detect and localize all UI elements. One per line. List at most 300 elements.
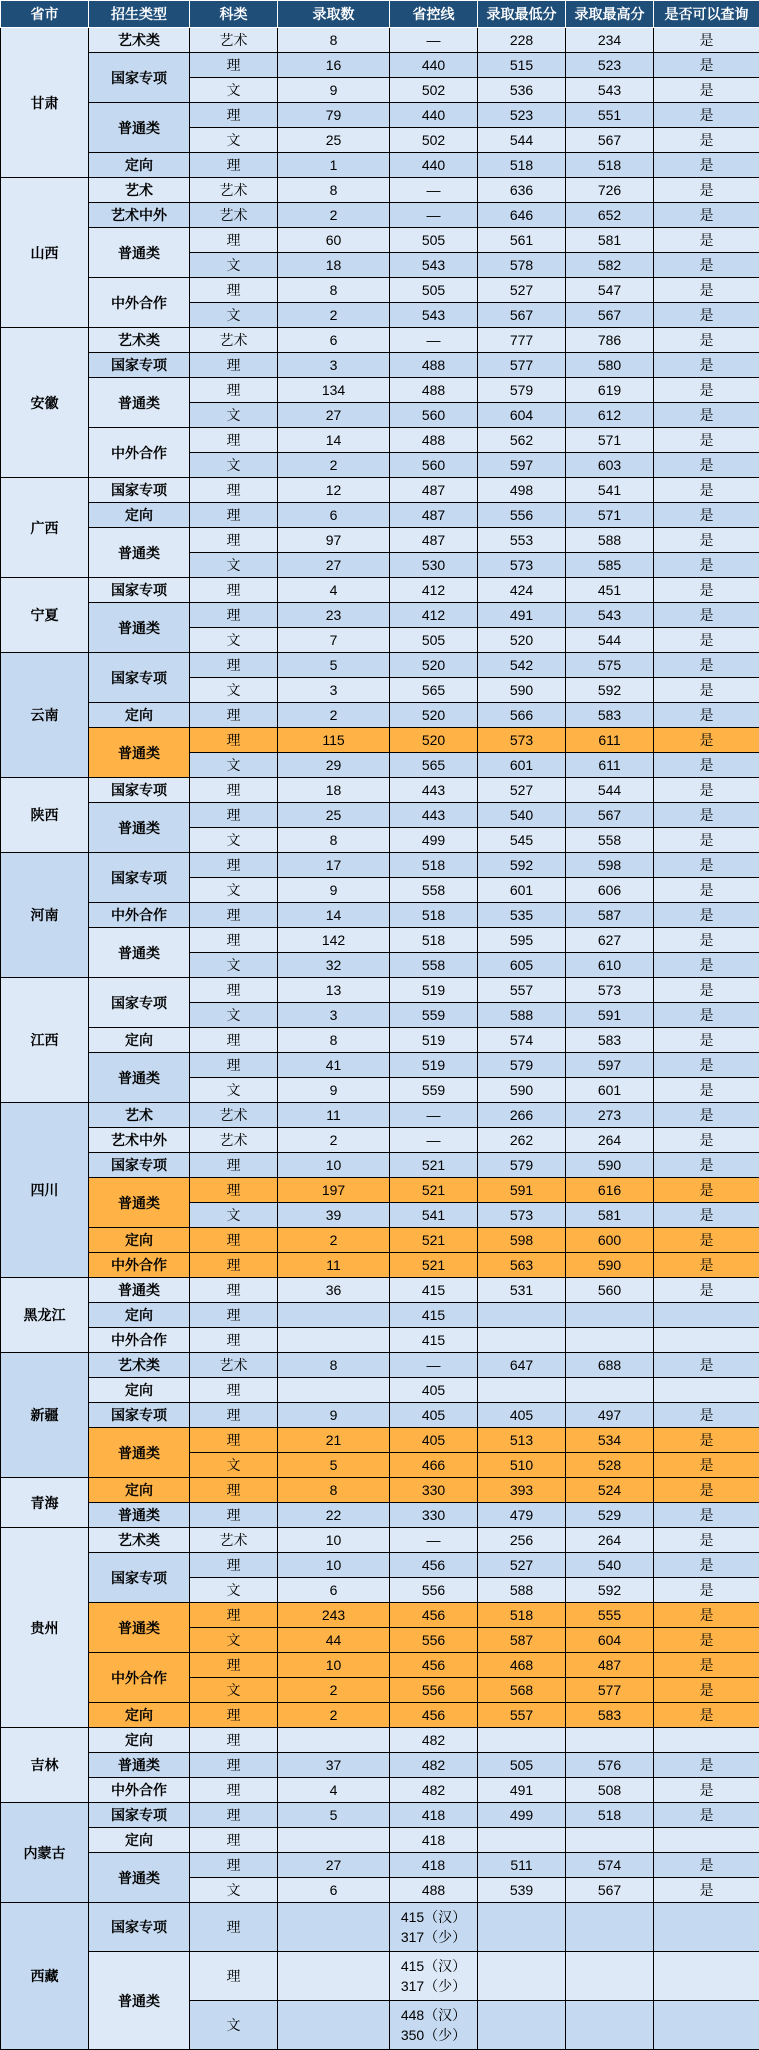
max-score-cell: 544 <box>566 778 654 803</box>
max-score-cell <box>566 1728 654 1753</box>
queryable-cell: 是 <box>654 1778 759 1803</box>
control-line-cell: 482 <box>390 1778 478 1803</box>
min-score-cell: 557 <box>478 1703 566 1728</box>
subject-cell: 理 <box>190 1603 278 1628</box>
min-score-cell: 518 <box>478 153 566 178</box>
table-row <box>1 378 759 403</box>
admission-type-cell: 国家专项 <box>89 1903 190 1952</box>
control-line-cell: 560 <box>390 403 478 428</box>
min-score-cell: 498 <box>478 478 566 503</box>
subject-cell: 文 <box>190 1628 278 1653</box>
count-cell: 1 <box>278 153 390 178</box>
max-score-cell: 551 <box>566 103 654 128</box>
count-cell: 3 <box>278 1003 390 1028</box>
min-score-cell: 563 <box>478 1253 566 1278</box>
max-score-cell: 534 <box>566 1428 654 1453</box>
queryable-cell: 是 <box>654 203 759 228</box>
admission-type-cell: 定向 <box>89 503 190 528</box>
min-score-cell: 520 <box>478 628 566 653</box>
queryable-cell: 是 <box>654 1853 759 1878</box>
table-row <box>1 803 759 828</box>
max-score-cell: 575 <box>566 653 654 678</box>
max-score-cell: 543 <box>566 78 654 103</box>
province-cell: 贵州 <box>1 1528 89 1728</box>
min-score-cell: 531 <box>478 1278 566 1303</box>
count-cell: 41 <box>278 1053 390 1078</box>
subject-cell: 理 <box>190 1728 278 1753</box>
count-cell: 2 <box>278 1678 390 1703</box>
control-line-cell: 405 <box>390 1428 478 1453</box>
max-score-cell: 487 <box>566 1653 654 1678</box>
count-cell: 5 <box>278 1803 390 1828</box>
max-score-cell <box>566 1952 654 2001</box>
table-row <box>1 1778 759 1803</box>
min-score-cell: 262 <box>478 1128 566 1153</box>
min-score-cell: 266 <box>478 1103 566 1128</box>
table-row <box>1 1028 759 1053</box>
admission-type-cell: 普通类 <box>89 1753 190 1778</box>
queryable-cell: 是 <box>654 303 759 328</box>
header-min-score: 录取最低分 <box>478 1 566 28</box>
queryable-cell: 是 <box>654 1653 759 1678</box>
count-cell <box>278 1303 390 1328</box>
admission-type-cell: 普通类 <box>89 528 190 578</box>
count-cell: 37 <box>278 1753 390 1778</box>
min-score-cell: 256 <box>478 1528 566 1553</box>
control-line-cell: 456 <box>390 1653 478 1678</box>
table-row <box>1 1353 759 1378</box>
table-row <box>1 53 759 78</box>
subject-cell: 艺术 <box>190 328 278 353</box>
table-row <box>1 1278 759 1303</box>
control-line-cell: 556 <box>390 1678 478 1703</box>
subject-cell: 理 <box>190 1178 278 1203</box>
subject-cell: 文 <box>190 753 278 778</box>
subject-cell: 文 <box>190 303 278 328</box>
queryable-cell: 是 <box>654 978 759 1003</box>
count-cell: 9 <box>278 1078 390 1103</box>
count-cell <box>278 1728 390 1753</box>
min-score-cell <box>478 1303 566 1328</box>
control-line-cell: — <box>390 178 478 203</box>
table-row <box>1 1253 759 1278</box>
subject-cell: 理 <box>190 1153 278 1178</box>
control-line-cell: 488 <box>390 353 478 378</box>
min-score-cell: 228 <box>478 28 566 53</box>
subject-cell: 理 <box>190 1803 278 1828</box>
subject-cell: 文 <box>190 628 278 653</box>
province-cell: 新疆 <box>1 1353 89 1478</box>
control-line-cell: 518 <box>390 853 478 878</box>
control-line-han: 448（汉） <box>390 2005 477 2025</box>
min-score-cell: 777 <box>478 328 566 353</box>
max-score-cell: 558 <box>566 828 654 853</box>
min-score-cell: 527 <box>478 278 566 303</box>
max-score-cell <box>566 2001 654 2050</box>
queryable-cell <box>654 1952 759 2001</box>
min-score-cell: 597 <box>478 453 566 478</box>
count-cell: 25 <box>278 803 390 828</box>
table-row <box>1 1728 759 1753</box>
table-row <box>1 228 759 253</box>
control-line-cell: 518 <box>390 903 478 928</box>
max-score-cell <box>566 1328 654 1353</box>
count-cell: 2 <box>278 703 390 728</box>
control-line-cell: 405 <box>390 1403 478 1428</box>
admission-type-cell: 普通类 <box>89 1178 190 1228</box>
control-line-cell: 456 <box>390 1703 478 1728</box>
admission-type-cell: 定向 <box>89 1303 190 1328</box>
min-score-cell <box>478 1952 566 2001</box>
subject-cell: 理 <box>190 778 278 803</box>
admission-type-cell: 国家专项 <box>89 778 190 803</box>
count-cell: 10 <box>278 1653 390 1678</box>
max-score-cell: 571 <box>566 428 654 453</box>
max-score-cell: 590 <box>566 1153 654 1178</box>
control-line-cell: 519 <box>390 1028 478 1053</box>
table-row <box>1 278 759 303</box>
min-score-cell: 510 <box>478 1453 566 1478</box>
control-line-cell: — <box>390 1353 478 1378</box>
admission-type-cell: 普通类 <box>89 928 190 978</box>
control-line-cell <box>390 1952 478 2001</box>
max-score-cell: 518 <box>566 1803 654 1828</box>
table-row <box>1 703 759 728</box>
queryable-cell: 是 <box>654 1128 759 1153</box>
count-cell: 9 <box>278 78 390 103</box>
control-line-cell: 412 <box>390 603 478 628</box>
table-row <box>1 1103 759 1128</box>
table-row <box>1 153 759 178</box>
count-cell <box>278 1952 390 2001</box>
max-score-cell: 567 <box>566 803 654 828</box>
queryable-cell: 是 <box>654 1053 759 1078</box>
subject-cell: 理 <box>190 1703 278 1728</box>
subject-cell: 理 <box>190 1778 278 1803</box>
min-score-cell: 491 <box>478 1778 566 1803</box>
subject-cell: 理 <box>190 1478 278 1503</box>
count-cell: 5 <box>278 1453 390 1478</box>
admission-type-cell: 中外合作 <box>89 428 190 478</box>
queryable-cell: 是 <box>654 328 759 353</box>
table-row <box>1 528 759 553</box>
queryable-cell: 是 <box>654 1103 759 1128</box>
control-line-cell: 418 <box>390 1853 478 1878</box>
queryable-cell: 是 <box>654 228 759 253</box>
control-line-cell: 415 <box>390 1303 478 1328</box>
count-cell: 11 <box>278 1103 390 1128</box>
max-score-cell: 581 <box>566 1203 654 1228</box>
queryable-cell: 是 <box>654 278 759 303</box>
queryable-cell: 是 <box>654 653 759 678</box>
count-cell: 6 <box>278 1878 390 1903</box>
max-score-cell: 451 <box>566 578 654 603</box>
queryable-cell: 是 <box>654 1628 759 1653</box>
count-cell: 142 <box>278 928 390 953</box>
control-line-cell: 487 <box>390 528 478 553</box>
admission-type-cell: 中外合作 <box>89 1253 190 1278</box>
queryable-cell: 是 <box>654 703 759 728</box>
min-score-cell: 536 <box>478 78 566 103</box>
admission-type-cell: 国家专项 <box>89 1403 190 1428</box>
control-line-cell: 505 <box>390 278 478 303</box>
min-score-cell: 587 <box>478 1628 566 1653</box>
queryable-cell: 是 <box>654 128 759 153</box>
control-line-cell: 520 <box>390 653 478 678</box>
control-line-cell: 521 <box>390 1253 478 1278</box>
control-line-cell: 519 <box>390 1053 478 1078</box>
control-line-cell: 456 <box>390 1603 478 1628</box>
subject-cell: 理 <box>190 428 278 453</box>
count-cell: 25 <box>278 128 390 153</box>
count-cell: 79 <box>278 103 390 128</box>
control-line-cell: 330 <box>390 1503 478 1528</box>
count-cell: 4 <box>278 578 390 603</box>
subject-cell: 艺术 <box>190 1353 278 1378</box>
max-score-cell: 619 <box>566 378 654 403</box>
min-score-cell: 523 <box>478 103 566 128</box>
province-cell: 内蒙古 <box>1 1803 89 1903</box>
count-cell <box>278 1378 390 1403</box>
control-line-han: 415（汉） <box>390 1956 477 1976</box>
table-row <box>1 1303 759 1328</box>
subject-cell: 理 <box>190 1903 278 1952</box>
max-score-cell: 786 <box>566 328 654 353</box>
control-line-cell: 330 <box>390 1478 478 1503</box>
admission-type-cell: 定向 <box>89 1378 190 1403</box>
control-line-cell: — <box>390 328 478 353</box>
admission-type-cell: 定向 <box>89 153 190 178</box>
count-cell: 7 <box>278 628 390 653</box>
min-score-cell: 561 <box>478 228 566 253</box>
count-cell: 197 <box>278 1178 390 1203</box>
table-row <box>1 1428 759 1453</box>
subject-cell: 艺术 <box>190 1528 278 1553</box>
admission-type-cell: 定向 <box>89 1228 190 1253</box>
header-control-line: 省控线 <box>390 1 478 28</box>
queryable-cell <box>654 1328 759 1353</box>
min-score-cell <box>478 1728 566 1753</box>
max-score-cell: 508 <box>566 1778 654 1803</box>
max-score-cell: 540 <box>566 1553 654 1578</box>
subject-cell: 理 <box>190 1278 278 1303</box>
control-line-cell: 456 <box>390 1553 478 1578</box>
control-line-cell: 505 <box>390 628 478 653</box>
count-cell <box>278 1903 390 1952</box>
min-score-cell: 491 <box>478 603 566 628</box>
control-line-minority: 350（少） <box>390 2025 477 2045</box>
min-score-cell: 505 <box>478 1753 566 1778</box>
table-row <box>1 1828 759 1853</box>
header-queryable: 是否可以查询 <box>654 1 759 28</box>
subject-cell: 文 <box>190 553 278 578</box>
subject-cell: 文 <box>190 678 278 703</box>
max-score-cell: 582 <box>566 253 654 278</box>
queryable-cell: 是 <box>654 53 759 78</box>
table-row <box>1 28 759 53</box>
max-score-cell <box>566 1378 654 1403</box>
min-score-cell: 573 <box>478 1203 566 1228</box>
max-score-cell <box>566 1828 654 1853</box>
count-cell: 5 <box>278 653 390 678</box>
count-cell <box>278 1828 390 1853</box>
control-line-cell: 482 <box>390 1728 478 1753</box>
count-cell <box>278 1328 390 1353</box>
admission-type-cell: 国家专项 <box>89 1803 190 1828</box>
control-line-cell: 565 <box>390 753 478 778</box>
queryable-cell: 是 <box>654 78 759 103</box>
subject-cell: 理 <box>190 1228 278 1253</box>
queryable-cell: 是 <box>654 853 759 878</box>
admission-type-cell: 艺术类 <box>89 1353 190 1378</box>
max-score-cell: 567 <box>566 303 654 328</box>
admission-type-cell: 中外合作 <box>89 903 190 928</box>
queryable-cell: 是 <box>654 528 759 553</box>
count-cell: 44 <box>278 1628 390 1653</box>
min-score-cell <box>478 1328 566 1353</box>
subject-cell: 理 <box>190 578 278 603</box>
control-line-cell: 521 <box>390 1228 478 1253</box>
subject-cell: 理 <box>190 853 278 878</box>
max-score-cell <box>566 1903 654 1952</box>
queryable-cell: 是 <box>654 28 759 53</box>
table-row <box>1 1153 759 1178</box>
admission-type-cell: 定向 <box>89 1703 190 1728</box>
queryable-cell: 是 <box>654 103 759 128</box>
admission-type-cell: 国家专项 <box>89 853 190 903</box>
province-cell: 四川 <box>1 1103 89 1278</box>
max-score-cell: 601 <box>566 1078 654 1103</box>
subject-cell: 文 <box>190 403 278 428</box>
max-score-cell: 560 <box>566 1278 654 1303</box>
queryable-cell <box>654 1903 759 1952</box>
table-row <box>1 1703 759 1728</box>
queryable-cell: 是 <box>654 1878 759 1903</box>
min-score-cell: 591 <box>478 1178 566 1203</box>
queryable-cell <box>654 1378 759 1403</box>
table-row <box>1 603 759 628</box>
table-row <box>1 1378 759 1403</box>
admission-type-cell: 普通类 <box>89 228 190 278</box>
control-line-cell: — <box>390 1528 478 1553</box>
table-row <box>1 178 759 203</box>
admission-type-cell: 定向 <box>89 1028 190 1053</box>
table-row <box>1 1528 759 1553</box>
min-score-cell: 592 <box>478 853 566 878</box>
min-score-cell: 511 <box>478 1853 566 1878</box>
subject-cell: 理 <box>190 1553 278 1578</box>
max-score-cell: 726 <box>566 178 654 203</box>
min-score-cell: 636 <box>478 178 566 203</box>
header-province: 省市 <box>1 1 89 28</box>
control-line-cell: 488 <box>390 1878 478 1903</box>
table-row <box>1 978 759 1003</box>
queryable-cell: 是 <box>654 1253 759 1278</box>
control-line-cell: — <box>390 28 478 53</box>
admission-type-cell: 国家专项 <box>89 1553 190 1603</box>
control-line-cell: 541 <box>390 1203 478 1228</box>
control-line-cell: — <box>390 1103 478 1128</box>
max-score-cell: 573 <box>566 978 654 1003</box>
count-cell: 2 <box>278 1228 390 1253</box>
min-score-cell: 535 <box>478 903 566 928</box>
max-score-cell: 583 <box>566 1703 654 1728</box>
control-line-cell: 558 <box>390 878 478 903</box>
count-cell: 23 <box>278 603 390 628</box>
queryable-cell: 是 <box>654 1578 759 1603</box>
max-score-cell: 555 <box>566 1603 654 1628</box>
control-line-cell <box>390 2001 478 2050</box>
count-cell: 8 <box>278 28 390 53</box>
count-cell: 115 <box>278 728 390 753</box>
min-score-cell <box>478 1378 566 1403</box>
admission-type-cell: 普通类 <box>89 603 190 653</box>
queryable-cell: 是 <box>654 903 759 928</box>
subject-cell: 文 <box>190 953 278 978</box>
queryable-cell: 是 <box>654 353 759 378</box>
min-score-cell: 567 <box>478 303 566 328</box>
table-row <box>1 1128 759 1153</box>
queryable-cell: 是 <box>654 428 759 453</box>
subject-cell: 文 <box>190 878 278 903</box>
admission-type-cell: 中外合作 <box>89 1778 190 1803</box>
subject-cell: 文 <box>190 1078 278 1103</box>
subject-cell: 理 <box>190 903 278 928</box>
queryable-cell: 是 <box>654 628 759 653</box>
subject-cell: 理 <box>190 153 278 178</box>
min-score-cell: 557 <box>478 978 566 1003</box>
province-cell: 广西 <box>1 478 89 578</box>
max-score-cell: 598 <box>566 853 654 878</box>
table-row <box>1 203 759 228</box>
control-line-cell: 565 <box>390 678 478 703</box>
queryable-cell: 是 <box>654 753 759 778</box>
subject-cell: 文 <box>190 1203 278 1228</box>
queryable-cell: 是 <box>654 803 759 828</box>
count-cell: 2 <box>278 1128 390 1153</box>
table-row <box>1 353 759 378</box>
count-cell: 27 <box>278 553 390 578</box>
control-line-cell: 418 <box>390 1828 478 1853</box>
control-line-cell: 440 <box>390 103 478 128</box>
subject-cell: 艺术 <box>190 1103 278 1128</box>
control-line-cell: 543 <box>390 253 478 278</box>
table-row <box>1 1653 759 1678</box>
min-score-cell: 647 <box>478 1353 566 1378</box>
admission-type-cell: 国家专项 <box>89 1153 190 1178</box>
admission-type-cell: 艺术中外 <box>89 1128 190 1153</box>
count-cell: 13 <box>278 978 390 1003</box>
subject-cell: 文 <box>190 828 278 853</box>
control-line-cell: 466 <box>390 1453 478 1478</box>
queryable-cell <box>654 1303 759 1328</box>
admission-type-cell: 国家专项 <box>89 578 190 603</box>
count-cell: 97 <box>278 528 390 553</box>
admission-type-cell: 普通类 <box>89 1603 190 1653</box>
count-cell: 8 <box>278 828 390 853</box>
subject-cell: 艺术 <box>190 203 278 228</box>
queryable-cell: 是 <box>654 603 759 628</box>
admission-type-cell: 中外合作 <box>89 1328 190 1353</box>
admission-type-cell: 普通类 <box>89 1278 190 1303</box>
min-score-cell: 573 <box>478 553 566 578</box>
control-line-cell: 560 <box>390 453 478 478</box>
count-cell: 32 <box>278 953 390 978</box>
subject-cell: 理 <box>190 603 278 628</box>
subject-cell: 艺术 <box>190 1128 278 1153</box>
min-score-cell: 518 <box>478 1603 566 1628</box>
max-score-cell: 547 <box>566 278 654 303</box>
